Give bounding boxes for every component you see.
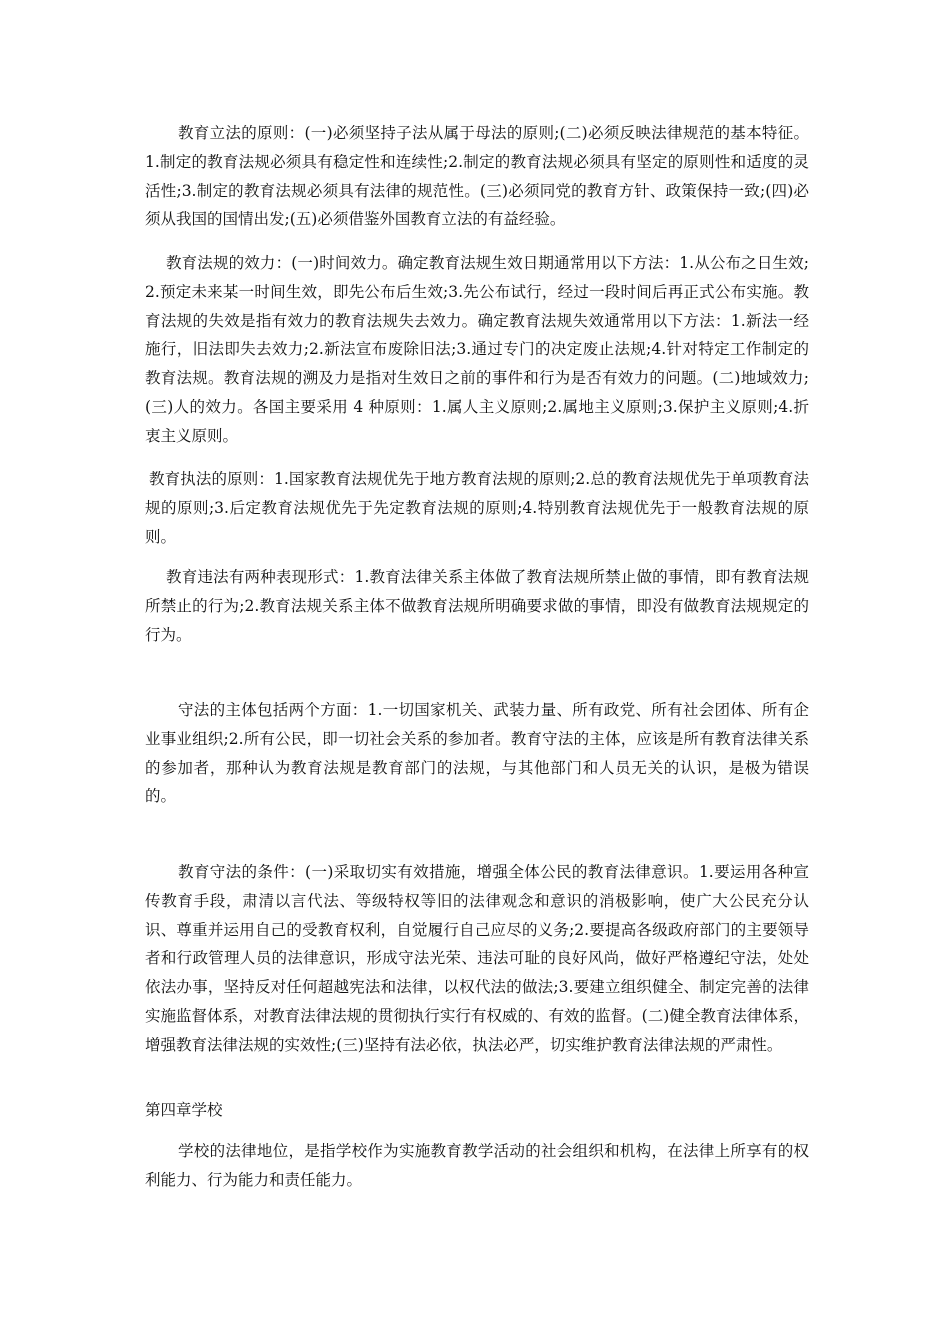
paragraph-law-abiding-subjects: 守法的主体包括两个方面：1.一切国家机关、武装力量、所有政党、所有社会团体、所有企业事业组织;2.所有公民，即一切社会关系的参加者。教育守法的主体，应该是所有教育法律关系的参加者，那种认为教育法规是教育部门的法规，与其他部门和人员无关的认识，是极为错误的。 bbox=[145, 701, 809, 806]
paragraph-law-abiding-conditions: 教育守法的条件：(一)采取切实有效措施，增强全体公民的教育法律意识。1.要运用各种宣传教育手段，肃清以言代法、等级特权等旧的法律观念和意识的消极影响，使广大公民充分认识、尊重并运用自己的受教育权利，自觉履行自己应尽的义务;2.要提高各级政府部门的主要领导者和行政管理人员的法律意识，形成守法光荣、违法可耻的良好风尚，做好严格遵纪守法，处处依法办事，坚持反对任何超越宪法和法律，以权代法的做法;3.要建立组织健全、制定完善的法律实施监督体系，对教育法律法规的贯彻执行实行有权威的、有效的监督。(二)健全教育法律体系，增强教育法律法规的实效性;(三)坚持有法必依，执法必严，切实维护教育法律法规的严肃性。 bbox=[145, 863, 809, 1054]
chapter-heading: 第四章学校 bbox=[145, 1101, 223, 1119]
paragraph-enforcement-principles: 教育执法的原则：1.国家教育法规优先于地方教育法规的原则;2.总的教育法规优先于单项教育法规的原则;3.后定教育法规优先于先定教育法规的原则;4.特别教育法规优先于一般教育法规的原则。 bbox=[145, 470, 809, 546]
paragraph-school-legal-status: 学校的法律地位，是指学校作为实施教育教学活动的社会组织和机构，在法律上所享有的权利能力、行为能力和责任能力。 bbox=[145, 1142, 809, 1189]
paragraph-violation-forms: 教育违法有两种表现形式：1.教育法律关系主体做了教育法规所禁止做的事情，即有教育法规所禁止的行为;2.教育法规关系主体不做教育法规所明确要求做的事情，即没有做教育法规规定的行为。 bbox=[145, 568, 809, 644]
paragraph-legislation-principles: 教育立法的原则：(一)必须坚持子法从属于母法的原则;(二)必须反映法律规范的基本特征。1.制定的教育法规必须具有稳定性和连续性;2.制定的教育法规必须具有坚定的原则性和适度的灵活性;3.制定的教育法规必须具有法律的规范性。(三)必须同党的教育方针、政策保持一致;(四)必须从我国的国情出发;(五)必须借鉴外国教育立法的有益经验。 bbox=[145, 124, 809, 229]
paragraph-regulation-effect: 教育法规的效力：(一)时间效力。确定教育法规生效日期通常用以下方法：1.从公布之日生效;2.预定未来某一时间生效，即先公布后生效;3.先公布试行，经过一段时间后再正式公布实施。教育法规的失效是指有效力的教育法规失去效力。确定教育法规失效通常用以下方法：1.新法一经施行，旧法即失去效力;2.新法宣布废除旧法;3.通过专门的决定废止法规;4.针对特定工作制定的教育法规。教育法规的溯及力是指对生效日之前的事件和行为是否有效力的问题。(二)地域效力;(三)人的效力。各国主要采用 4 种原则：1.属人主义原则;2.属地主义原则;3.保护主义原则;4.折衷主义原则。 bbox=[145, 254, 809, 445]
